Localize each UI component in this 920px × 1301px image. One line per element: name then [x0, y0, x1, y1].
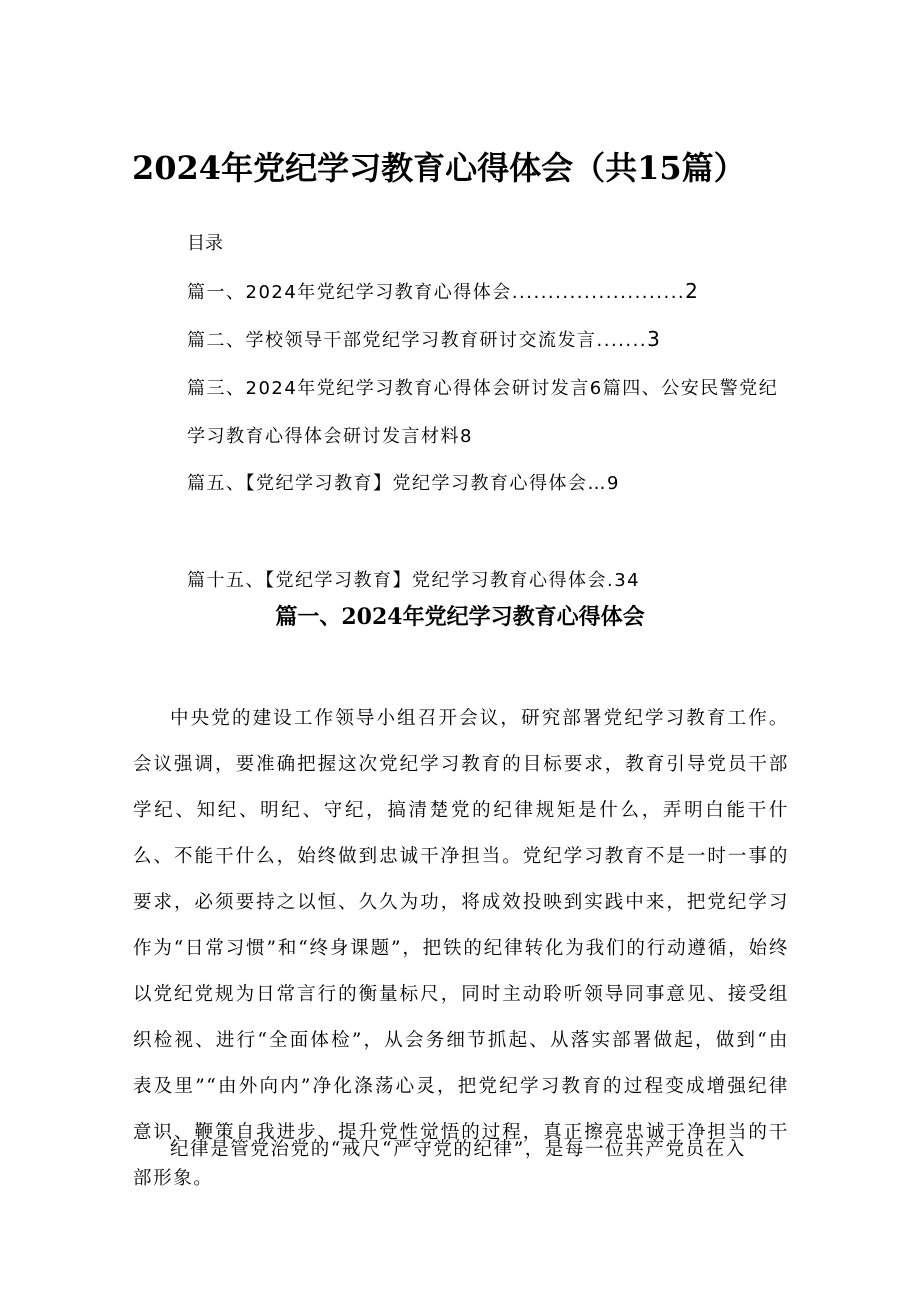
- toc-page-number: 2: [685, 279, 698, 303]
- toc-entry-15[interactable]: 篇十五、【党纪学习教育】党纪学习教育心得体会.34: [187, 570, 641, 591]
- toc-page-number: 3: [647, 327, 660, 351]
- paragraph-text: 纪律是管党治党的“戒尺“严守党的纪律”，是每一位共产党员在入: [170, 1139, 746, 1160]
- toc-entry-text: 篇二、学校领导干部党纪学习教育研讨交流发言: [187, 330, 597, 351]
- document-title: 2024年党纪学习教育心得体会（共15篇）: [132, 149, 746, 187]
- section-title: 篇一、2024年党纪学习教育心得体会: [275, 604, 645, 630]
- toc-entry-4[interactable]: 学习教育心得体会研讨发言材料8: [187, 426, 473, 447]
- toc-entry-1[interactable]: [187, 278, 698, 304]
- toc-leader: ........................: [511, 282, 686, 303]
- toc-entry-5[interactable]: 篇五、【党纪学习教育】党纪学习教育心得体会…9: [187, 473, 620, 494]
- toc-entry-2[interactable]: [187, 326, 660, 352]
- toc-entry-3[interactable]: 篇三、2024年党纪学习教育心得体会研讨发言6篇四、公安民警党纪: [187, 378, 779, 399]
- body-paragraph-2: [133, 1127, 789, 1173]
- toc-leader: .......: [596, 330, 648, 351]
- toc-entry-text: 篇一、2024年党纪学习教育心得体会: [187, 282, 512, 303]
- toc-heading: 目录: [187, 233, 223, 254]
- paragraph-text: 中央党的建设工作领导小组召开会议，研究部署党纪学习教育工作。会议强调，要准确把握这次党纪学习教育的目标要求，教育引导党员干部学纪、知纪、明纪、守纪，搞清楚党的纪律规矩是什么，弄明白能干什么、不能干什么，始终做到忠诚干净担当。党纪学习教育不是一时一事的要求，必须要持之以恒、久久为功，将成效投映到实践中来，把党纪学习作为“日常习惯”和“终身课题”，把铁的纪律转化为我们的行动遵循，始终以党纪党规为日常言行的衡量标尺，同时主动聆听领导同事意见、接受组织检视、进行“全面体检”，从会务细节抓起、从落实部署做起，做到“由表及里”“由外向内”净化涤荡心灵，把党纪学习教育的过程变成增强纪律意识、鞭策自我进步、提升党性觉悟的过程，真正擦亮忠诚干净担当的干部形象。: [133, 708, 789, 1189]
